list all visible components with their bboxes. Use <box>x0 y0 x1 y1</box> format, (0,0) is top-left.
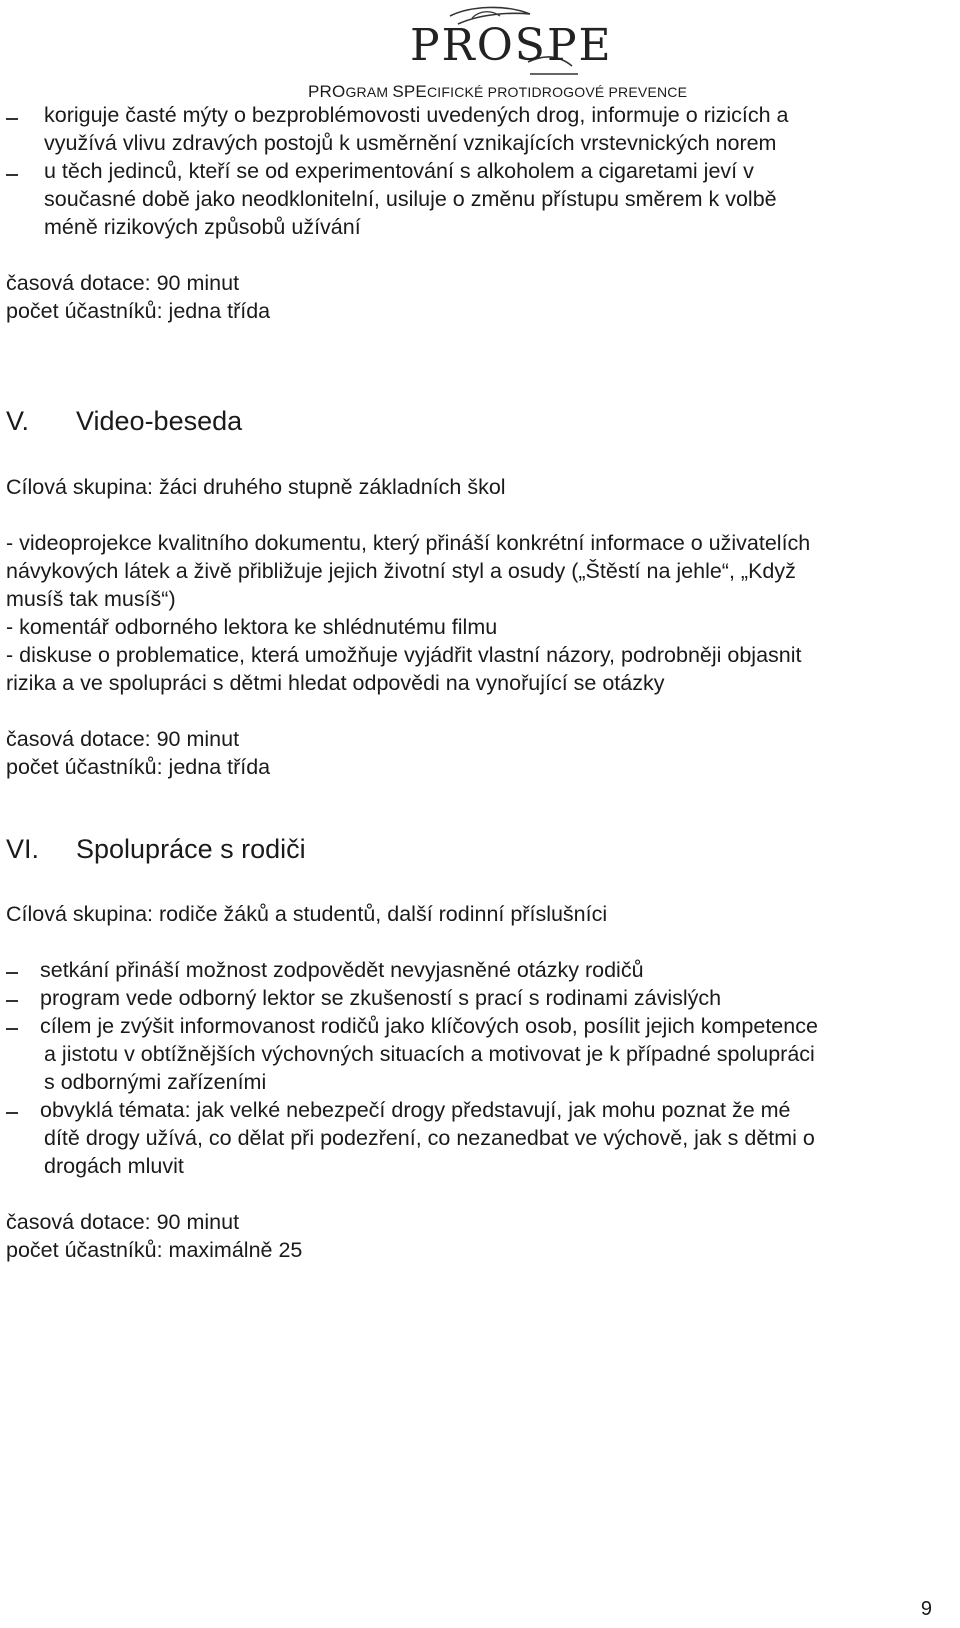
dash-bullet <box>6 1028 18 1030</box>
dash-bullet <box>6 1112 18 1114</box>
list-item-line: méně rizikových způsobů užívání <box>44 215 361 239</box>
list-item-line: s odbornými zařízeními <box>44 1070 267 1094</box>
body-line: musíš tak musíš“) <box>6 587 176 611</box>
list-item-line: koriguje časté mýty o bezproblémovosti uvedených drog, informuje o rizicích a <box>44 103 789 127</box>
list-item-line: cílem je zvýšit informovanost rodičů jako klíčových osob, posílit jejich kompetence <box>40 1014 818 1038</box>
list-item-line: a jistotu v obtížnějších výchovných situacích a motivovat je k případné spolupráci <box>44 1042 815 1066</box>
duration-text: časová dotace: 90 minut <box>6 1210 240 1234</box>
header-tagline: PROGRAM SPECIFICKÉ PROTIDROGOVÉ PREVENCE <box>308 82 688 101</box>
participants-text: počet účastníků: maximálně 25 <box>6 1238 303 1262</box>
participants-text: počet účastníků: jedna třída <box>6 755 271 779</box>
duration-text: časová dotace: 90 minut <box>6 271 240 295</box>
body-line: - diskuse o problematice, která umožňuje vyjádřit vlastní názory, podrobněji objasnit <box>6 643 802 667</box>
list-item-line: setkání přináší možnost zodpovědět nevyjasněné otázky rodičů <box>40 958 644 982</box>
dash-bullet <box>6 174 18 176</box>
section-number: VI. <box>6 834 40 864</box>
list-item-line: u těch jedinců, kteří se od experimentování s alkoholem a cigaretami jeví v <box>44 159 754 183</box>
list-item-line: využívá vlivu zdravých postojů k usměrnění vznikajících vrstevnických norem <box>44 131 777 155</box>
duration-text: časová dotace: 90 minut <box>6 727 240 751</box>
section-number: V. <box>6 406 30 436</box>
target-group: Cílová skupina: rodiče žáků a studentů, další rodinní příslušníci <box>6 902 608 926</box>
logo-wordmark: PROSPE <box>410 20 613 71</box>
section-title: Video-beseda <box>76 406 243 436</box>
dash-bullet <box>6 1000 18 1002</box>
dash-bullet <box>6 972 18 974</box>
target-group: Cílová skupina: žáci druhého stupně základních škol <box>6 475 506 499</box>
list-item-line: program vede odborný lektor se zkušeností s prací s rodinami závislých <box>40 986 722 1010</box>
body-line: - komentář odborného lektora ke shlédnutému filmu <box>6 615 498 639</box>
section-title: Spolupráce s rodiči <box>76 834 306 864</box>
list-item-line: obvyklá témata: jak velké nebezpečí drogy představují, jak mohu poznat že mé <box>40 1098 791 1122</box>
body-line: rizika a ve spolupráci s dětmi hledat odpovědi na vynořující se otázky <box>6 671 665 695</box>
page-number: 9 <box>920 1598 932 1620</box>
list-item-line: drogách mluvit <box>44 1154 184 1178</box>
participants-text: počet účastníků: jedna třída <box>6 299 271 323</box>
list-item-line: dítě drogy užívá, co dělat při podezření, co nezanedbat ve výchově, jak s dětmi o <box>44 1126 815 1150</box>
dash-bullet <box>6 118 18 120</box>
body-line: - videoprojekce kvalitního dokumentu, který přináší konkrétní informace o uživatelích <box>6 531 811 555</box>
prospe-logo <box>410 4 613 80</box>
body-line: návykových látek a živě přibližuje jejich životní styl a osudy („Štěstí na jehle“, „Když <box>6 559 796 583</box>
list-item-line: současné době jako neodklonitelní, usiluje o změnu přístupu směrem k volbě <box>44 187 777 211</box>
